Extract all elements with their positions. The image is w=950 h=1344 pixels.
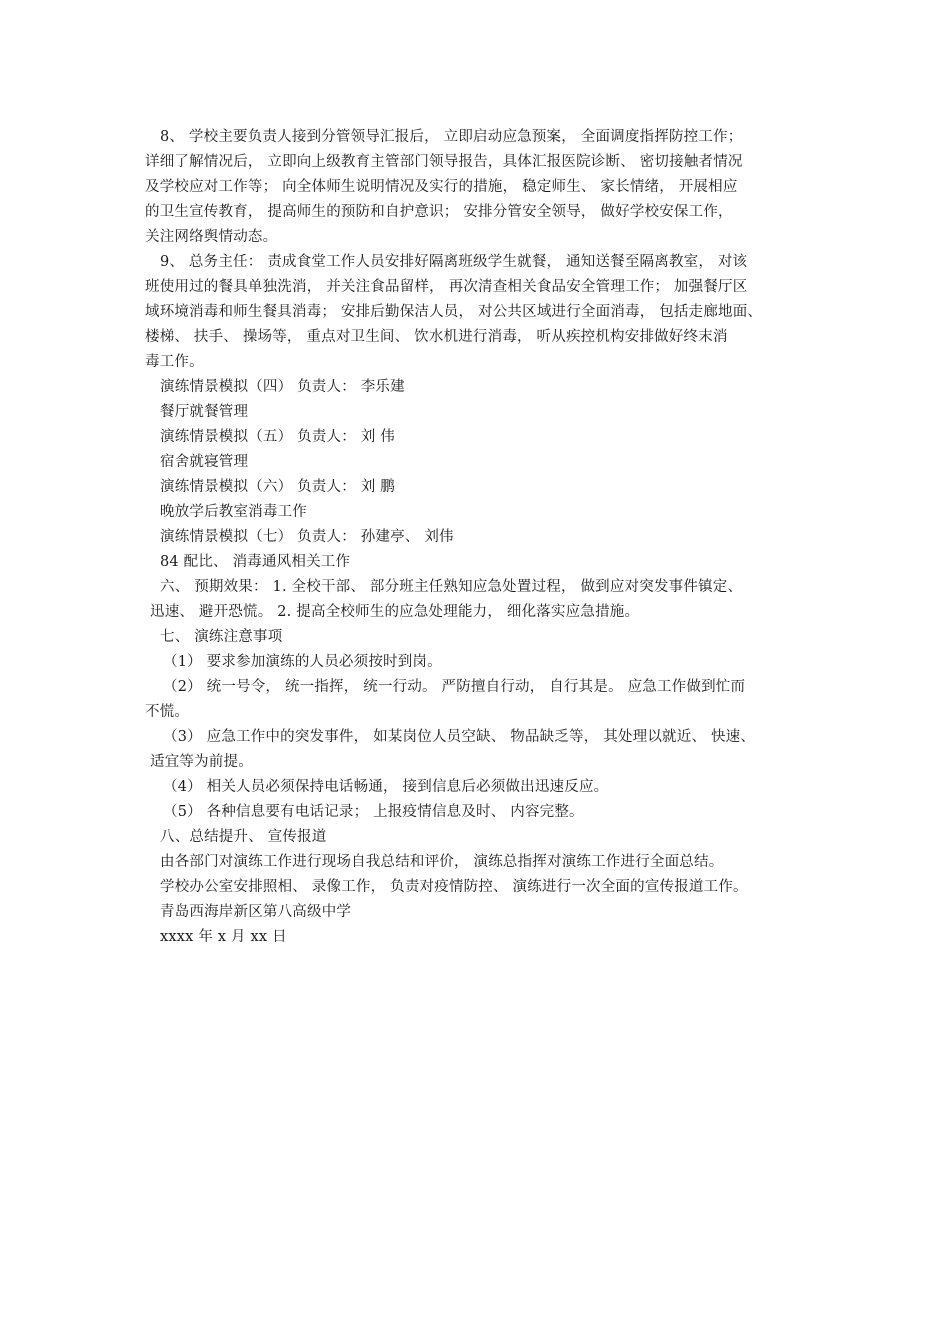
text-line: 六、 预期效果： 1. 全校干部、 部分班主任熟知应急处置过程， 做到应对突发事件镇定、 <box>160 579 743 595</box>
text-line: 楼梯、 扶手、 操场等， 重点对卫生间、 饮水机进行消毒， 听从疾控机构安排做好终末消 <box>145 329 728 345</box>
text-line: （4） 相关人员必须保持电话畅通， 接到信息后必须做出迅速反应。 <box>163 779 609 795</box>
text-line: 域环境消毒和师生餐具消毒； 安排后勤保洁人员， 对公共区域进行全面消毒， 包括走廊地面、 <box>145 304 763 320</box>
text-line: 及学校应对工作等； 向全体师生说明情况及实行的措施， 稳定师生、 家长情绪， 开展相应 <box>145 179 738 195</box>
text-line: （3） 应急工作中的突发事件， 如某岗位人员空缺、 物品缺乏等， 其处理以就近、 快速、 <box>163 729 756 745</box>
text-line: 关注网络舆情动态。 <box>145 229 278 245</box>
text-line: 适宜等为前提。 <box>150 754 253 770</box>
text-line: （2） 统一号令， 统一指挥， 统一行动。 严防擅自行动， 自行其是。 应急工作做到忙而 <box>163 679 746 695</box>
text-line: 宿舍就寝管理 <box>160 454 249 470</box>
text-line: 演练情景模拟（七） 负责人： 孙建亭、 刘伟 <box>160 529 454 545</box>
text-line: 不慌。 <box>145 704 190 720</box>
text-line: 演练情景模拟（六） 负责人： 刘 鹏 <box>160 479 395 495</box>
text-line: 演练情景模拟（五） 负责人： 刘 伟 <box>160 429 395 445</box>
text-line: （1） 要求参加演练的人员必须按时到岗。 <box>163 654 442 670</box>
text-line: 84 配比、 消毒通风相关工作 <box>160 554 351 570</box>
text-line: 的卫生宣传教育， 提高师生的预防和自护意识； 安排分管安全领导， 做好学校安保工作， <box>145 204 733 220</box>
text-line: 演练情景模拟（四） 负责人： 李乐建 <box>160 379 405 395</box>
text-line: xxxx 年 x 月 xx 日 <box>160 929 287 945</box>
text-line: （5） 各种信息要有电话记录； 上报疫情信息及时、 内容完整。 <box>163 804 584 820</box>
text-line: 迅速、 避开恐慌。 2. 提高全校师生的应急处理能力， 细化落实应急措施。 <box>150 604 640 620</box>
text-line: 9、 总务主任： 责成食堂工作人员安排好隔离班级学生就餐， 通知送餐至隔离教室， 对该 <box>160 254 748 270</box>
text-line: 毒工作。 <box>145 354 204 370</box>
text-line: 学校办公室安排照相、 录像工作， 负责对疫情防控、 演练进行一次全面的宣传报道工作。 <box>160 879 748 895</box>
text-line: 八、总结提升、 宣传报道 <box>160 829 327 845</box>
text-line: 青岛西海岸新区第八高级中学 <box>160 904 352 920</box>
text-line: 由各部门对演练工作进行现场自我总结和评价， 演练总指挥对演练工作进行全面总结。 <box>160 854 724 870</box>
text-line: 详细了解情况后， 立即向上级教育主管部门领导报告，具体汇报医院诊断、 密切接触者情况 <box>145 154 743 170</box>
text-line: 七、 演练注意事项 <box>160 629 283 645</box>
text-line: 晚放学后教室消毒工作 <box>160 504 307 520</box>
text-line: 餐厅就餐管理 <box>160 404 249 420</box>
text-line: 班使用过的餐具单独洗消， 并关注食品留样， 再次清查相关食品安全管理工作； 加强餐厅区 <box>145 279 748 295</box>
text-line: 8、 学校主要负责人接到分管领导汇报后， 立即启动应急预案， 全面调度指挥防控工作； <box>160 129 743 145</box>
